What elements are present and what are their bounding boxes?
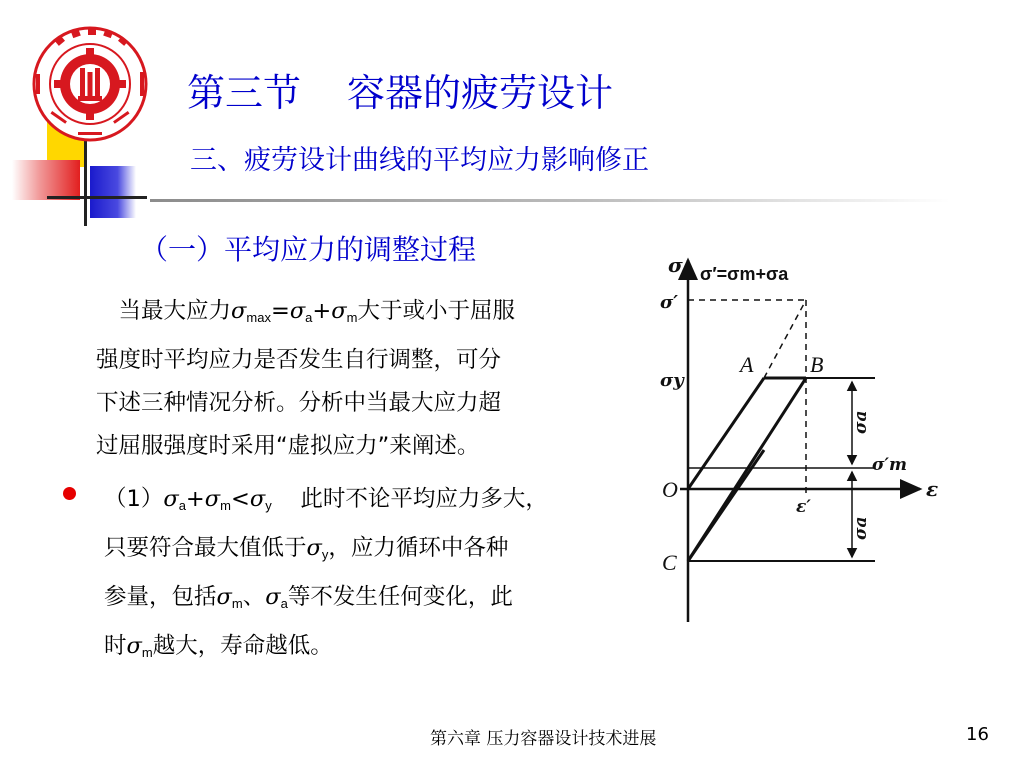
label-sigma-prime: σ′ (660, 292, 679, 313)
label-sigma-m-prime: σ′m (872, 455, 908, 475)
page-title (187, 62, 613, 117)
title-divider (150, 199, 950, 202)
label-point-O: O (662, 477, 678, 502)
deco-blue-block (90, 166, 136, 218)
label-point-A: A (740, 352, 754, 377)
label-sigma-a-lower: σa (851, 516, 871, 540)
intro-line-2: 强度时平均应力是否发生自行调整，可分 (96, 347, 502, 373)
section-heading: （一）平均应力的调整过程 (140, 233, 477, 266)
case-1-paragraph (104, 478, 634, 674)
page-subtitle: 三、疲劳设计曲线的平均应力影响修正 (190, 145, 649, 176)
bullet-dot (63, 487, 76, 500)
label-epsilon-axis: ε (926, 477, 939, 501)
loading-line (688, 378, 764, 489)
intro-paragraph (96, 290, 616, 468)
label-point-B: B (810, 352, 824, 377)
stress-strain-diagram (640, 250, 960, 630)
label-top-equation: σ′=σm+σa (700, 264, 789, 284)
virtual-stress-dashed (764, 300, 806, 378)
page-number: 16 (966, 724, 989, 745)
reloading-line (688, 450, 764, 561)
intro-line-1: 当最大应力$\sigma_{max}=\sigma_a+\sigma_m$大于或小于屈服 (118, 298, 515, 325)
case-1-line-2: 只要符合最大值低于$\sigma_y$，应力循环中各种 (104, 535, 509, 562)
title-section-number: 第三节 (187, 71, 302, 115)
intro-line-4: 过屈服强度时采用“虚拟应力”来阐述。 (96, 433, 480, 459)
footer-chapter: 第六章 压力容器设计技术进展 (430, 729, 657, 749)
case-1-line-4: 时$\sigma_m$越大，寿命越低。 (104, 633, 333, 660)
deco-red-block (12, 160, 80, 200)
title-text: 容器的疲劳设计 (347, 71, 614, 115)
label-sigma-axis: σ (668, 253, 683, 277)
intro-line-3: 下述三种情况分析。分析中当最大应力超 (96, 390, 502, 416)
case-1-line-3: 参量，包括$\sigma_m$、$\sigma_a$等不发生任何变化，此 (104, 584, 513, 611)
university-logo (28, 24, 152, 142)
deco-horizontal-line (47, 196, 147, 199)
case-1-line-1: $(1)\sigma_a+\sigma_m<\sigma_y$ 此时不论平均应力多大， (104, 486, 548, 513)
label-point-C: C (662, 550, 677, 575)
label-sigma-y: σy (660, 370, 684, 391)
label-eps-prime: ε′ (796, 497, 811, 517)
label-sigma-a-upper: σa (851, 410, 871, 434)
deco-vertical-line (84, 128, 87, 226)
